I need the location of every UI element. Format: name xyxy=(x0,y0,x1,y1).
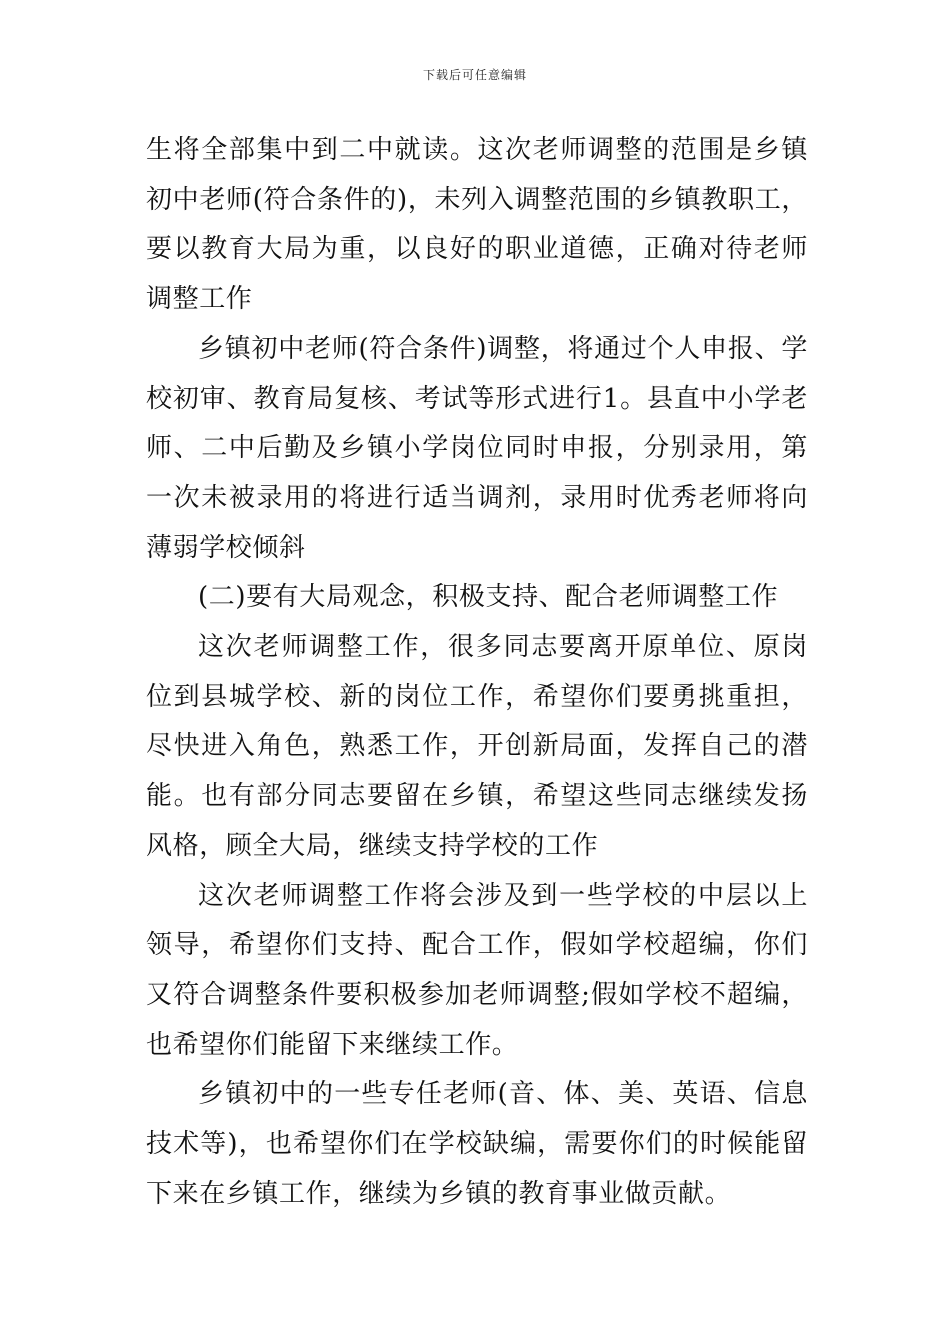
paragraph-4: 这次老师调整工作将会涉及到一些学校的中层以上领导，希望你们支持、配合工作，假如学校超编，你们又符合调整条件要积极参加老师调整;假如学校不超编，也希望你们能留下来继续工作。 xyxy=(146,880,808,1060)
page-header-note: 下载后可任意编辑 xyxy=(422,68,527,82)
paragraph-3: 这次老师调整工作，很多同志要离开原单位、原岗位到县城学校、新的岗位工作，希望你们要勇挑重担，尽快进入角色，熟悉工作，开创新局面，发挥自己的潜能。也有部分同志要留在乡镇，希望这些同志继续发扬风格，顾全大局，继续支持学校的工作 xyxy=(146,632,808,861)
section-heading-2: (二)要有大局观念，积极支持、配合老师调整工作 xyxy=(198,582,779,613)
paragraph-1: 生将全部集中到二中就读。这次老师调整的范围是乡镇初中老师(符合条件的)，未列入调整范围的乡镇教职工，要以教育大局为重，以良好的职业道德，正确对待老师调整工作 xyxy=(146,135,808,315)
paragraph-5: 乡镇初中的一些专任老师(音、体、美、英语、信息技术等)，也希望你们在学校缺编，需要你们的时候能留下来在乡镇工作，继续为乡镇的教育事业做贡献。 xyxy=(146,1079,808,1209)
document-body xyxy=(146,126,808,1219)
paragraph-2: 乡镇初中老师(符合条件)调整，将通过个人申报、学校初审、教育局复核、考试等形式进行1。县直中小学老师、二中后勤及乡镇小学岗位同时申报，分别录用，第一次未被录用的将进行适当调剂，录用时优秀老师将向薄弱学校倾斜 xyxy=(146,333,808,563)
